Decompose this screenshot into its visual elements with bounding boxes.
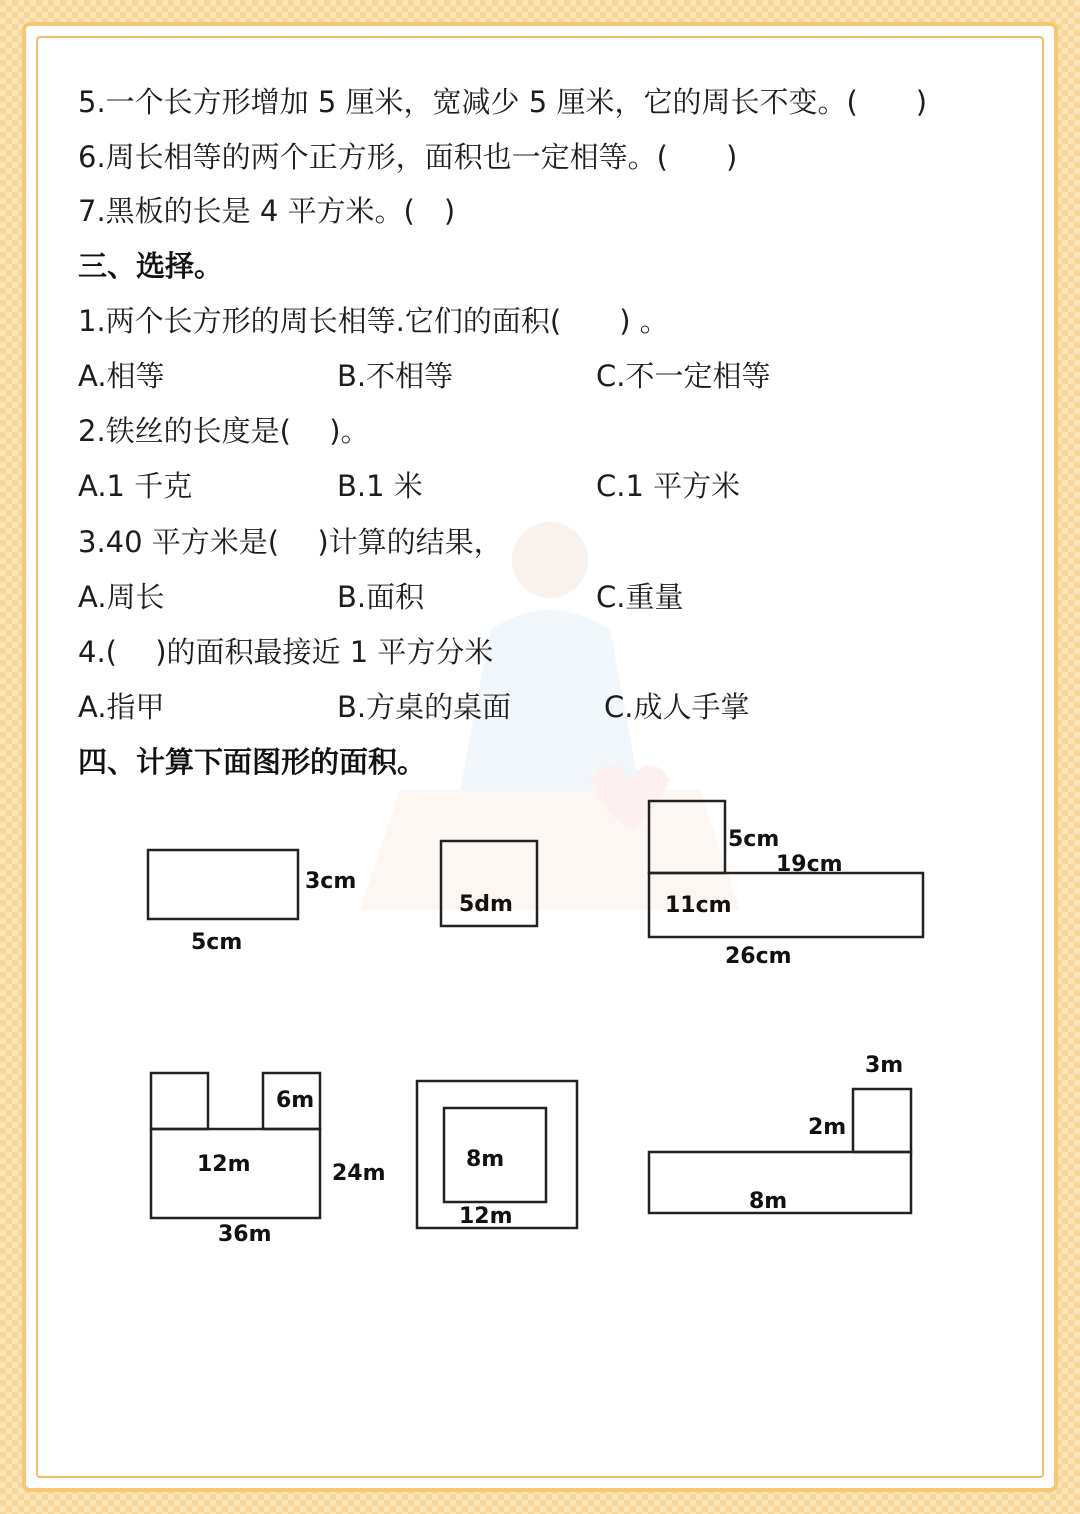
- fig6-side-label: 2m: [808, 1115, 847, 1140]
- fig6-small-square: [853, 1089, 911, 1152]
- fig4-inner-label: 12m: [197, 1152, 251, 1177]
- choice-4-option-c: C.成人手掌: [604, 690, 750, 724]
- choice-1-option-b: B.不相等: [337, 359, 454, 393]
- choice-2-stem: 2.铁丝的长度是( )。: [78, 414, 370, 448]
- fig3-small-square: [649, 801, 725, 873]
- fig4-notch-label: 6m: [276, 1088, 315, 1113]
- fig1-height-label: 3cm: [305, 869, 357, 894]
- choice-3-option-b: B.面积: [337, 580, 425, 614]
- choice-3-option-a: A.周长: [78, 580, 165, 614]
- choice-3-stem: 3.40 平方米是( )计算的结果，: [78, 525, 503, 559]
- fig3-small-label: 5cm: [728, 827, 780, 852]
- choice-2-option-b: B.1 米: [337, 469, 423, 503]
- fig4-height-label: 24m: [332, 1161, 386, 1186]
- fig5-outer-label: 12m: [459, 1204, 513, 1229]
- fig3-height-label: 11cm: [665, 893, 732, 918]
- fig4-bottom-label: 36m: [218, 1222, 272, 1247]
- fig1-rectangle: [148, 850, 298, 919]
- fig5-inner-label: 8m: [466, 1147, 505, 1172]
- choice-2-option-c: C.1 平方米: [596, 469, 741, 503]
- choice-4-option-b: B.方桌的桌面: [337, 690, 512, 724]
- section-4-title: 四、计算下面图形的面积。: [78, 745, 427, 779]
- choice-1-option-c: C.不一定相等: [596, 359, 771, 393]
- section-3-title: 三、选择。: [78, 249, 224, 283]
- question-7: 7.黑板的长是 4 平方米。( ): [78, 194, 456, 228]
- choice-4-stem: 4.( )的面积最接近 1 平方分米: [78, 635, 494, 669]
- fig3-bottom-label: 26cm: [725, 944, 792, 969]
- fig1-width-label: 5cm: [191, 930, 243, 955]
- fig2-side-label: 5dm: [459, 892, 513, 917]
- choice-4-option-a: A.指甲: [78, 690, 165, 724]
- fig6-top-label: 3m: [865, 1053, 904, 1078]
- fig3-top-label: 19cm: [776, 852, 843, 877]
- choice-1-option-a: A.相等: [78, 359, 165, 393]
- question-5: 5.一个长方形增加 5 厘米，宽减少 5 厘米，它的周长不变。( ): [78, 85, 928, 119]
- choice-1-stem: 1.两个长方形的周长相等.它们的面积( ) 。: [78, 304, 669, 338]
- fig4-left-square: [151, 1073, 208, 1129]
- question-6: 6.周长相等的两个正方形，面积也一定相等。( ): [78, 140, 738, 174]
- choice-2-option-a: A.1 千克: [78, 469, 193, 503]
- fig6-bottom-label: 8m: [749, 1189, 788, 1214]
- choice-3-option-c: C.重量: [596, 580, 684, 614]
